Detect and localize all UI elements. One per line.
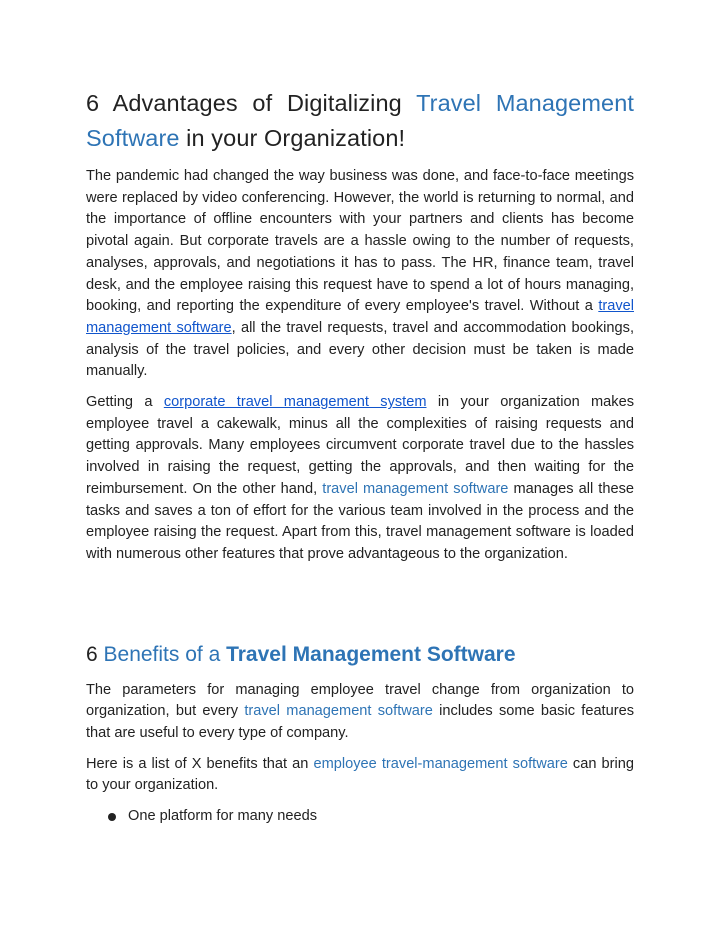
travel-management-software-link[interactable]: travel management software	[86, 298, 634, 336]
heading-accent-text: Travel Management Software	[86, 90, 634, 151]
second-text-a: Getting a	[86, 394, 164, 411]
corporate-travel-system-link[interactable]: corporate travel management system	[163, 394, 427, 411]
intro-text-start: The pandemic had changed the way business was done, and face-to-face meetings were replaced by video conferencing. However, the world is returning to normal, and the importance of offline encounters with your partners and clients has become pivotal again. But corporate travels are a hassle owing to the number of requests, analyses, approvals, and negotiations it has to pass. The HR, finance team, travel desk, and the employee raising this request have to spend a lot of hours managing, booking, and reporting the expenditure of every employee's travel. Without a	[86, 168, 634, 315]
document-content	[86, 86, 634, 828]
intro-text-end: , all the travel requests, travel and accommodation bookings, analysis of the travel policies, and every other decision must be taken is made manually.	[86, 319, 634, 380]
second-highlight-text: travel management software	[322, 480, 509, 497]
fourth-text-a: Here is a list of X benefits that an	[86, 755, 314, 772]
benefits-heading	[86, 640, 634, 670]
intro-paragraph	[86, 166, 634, 383]
fourth-paragraph	[86, 754, 634, 797]
heading-text-end: in your Organization!	[179, 125, 406, 151]
main-heading	[86, 86, 634, 156]
benefits-heading-bold: Travel Management Software	[226, 642, 516, 666]
benefits-list	[86, 806, 634, 828]
list-item-text: One platform for many needs	[128, 808, 317, 825]
third-text-b: includes some basic features that are useful to every type of company.	[86, 703, 635, 742]
second-text-c: manages all these tasks and saves a ton of effort for the various team involved in the process and the employee raising the request. Apart from this, travel management software is loaded with numerous other features that prove advantageous to the organization.	[86, 480, 634, 562]
benefits-heading-number: 6	[86, 642, 104, 666]
second-text-b: in your organization makes employee travel a cakewalk, minus all the complexities of raising requests and getting approvals. Many employees circumvent corporate travel due to the hassles involved in raising the request, getting the approvals, and then waiting for the reimbursement. On the other hand,	[86, 394, 635, 497]
fourth-text-b: can bring to your organization.	[86, 755, 634, 794]
heading-text-start: 6 Advantages of Digitalizing	[86, 90, 417, 116]
benefits-heading-accent: Benefits of a	[103, 642, 227, 666]
list-item	[108, 806, 634, 828]
third-paragraph	[86, 680, 634, 745]
fourth-highlight-text: employee travel-management software	[313, 755, 568, 772]
bullet-dot-icon	[108, 813, 116, 821]
second-paragraph	[86, 392, 634, 566]
third-text-a: The parameters for managing employee travel change from organization to organization, but every	[86, 681, 634, 720]
third-highlight-text: travel management software	[244, 703, 433, 720]
